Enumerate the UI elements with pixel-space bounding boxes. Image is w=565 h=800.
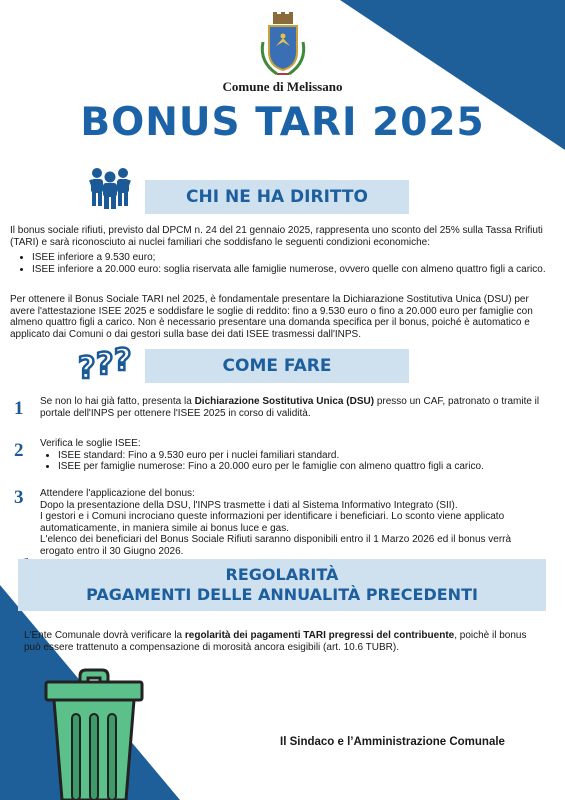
regularity-paragraph bbox=[24, 630, 544, 653]
eligibility-conditions bbox=[12, 252, 562, 275]
trash-bin-icon bbox=[40, 668, 148, 800]
step-1-text-part: presso un CAF, patronato o tramite il portale dell'INPS per ottenere l'ISEE 2025 in corso di validità. bbox=[40, 396, 540, 419]
step-3-line: L'elenco dei beneficiari del Bonus Sociale Rifiuti saranno disponibili entro il 1 Marzo 2026 ed il bonus verrà erogato entro il 30 Giugno 2026. bbox=[40, 534, 512, 557]
svg-text:?: ? bbox=[78, 351, 96, 384]
svg-text:?: ? bbox=[96, 347, 114, 382]
step-3-line: Attendere l'applicazione del bonus: bbox=[40, 488, 195, 499]
svg-text:?: ? bbox=[114, 344, 132, 378]
regularity-text-part: L'Ente Comunale dovrà verificare la bbox=[24, 630, 185, 641]
list-item: • ISEE inferiore a 9.530 euro; bbox=[32, 252, 562, 264]
page-title: BONUS TARI 2025 bbox=[80, 100, 485, 145]
step-2-list bbox=[40, 450, 545, 473]
regularity-text-part: , poichè il bonus può essere trattenuto a compensazione di morosità ancora esigibili (art. 10.6 TUBR). bbox=[24, 630, 527, 653]
signature: Il Sindaco e l’Amministrazione Comunale bbox=[280, 736, 505, 748]
step-number: 1 bbox=[14, 398, 24, 419]
question-marks-icon bbox=[76, 344, 132, 384]
step-3-line: Dopo la presentazione della DSU, l'INPS trasmette i dati al Sistema Informativo Integrato (SII). bbox=[40, 499, 458, 511]
step-3-line: I gestori e i Comuni incrociano queste informazioni per identificare i beneficiari. Lo sconto viene applicato automaticamente, in maniera simile ai bonus luce e gas. bbox=[40, 511, 505, 534]
section-banner-how-to: COME FARE bbox=[145, 349, 409, 383]
coat-of-arms-icon bbox=[255, 12, 311, 80]
step-2-text bbox=[40, 438, 545, 473]
list-item: • ISEE inferiore a 20.000 euro: soglia riservata alle famiglie numerose, ovvero quelle con almeno quattro figli a carico. bbox=[32, 264, 562, 276]
dsu-paragraph: Per ottenere il Bonus Sociale TARI nel 2025, è fondamentale presentare la Dichiarazione Sostitutiva Unica (DSU) per avere l'attestazione ISEE 2025 e soddisfare le soglie di reddito: fino a 9.530 euro o fino a 20.000 euro per famiglie con almeno quattro figli a carico. Non è necessario presentare una domanda specifica per il bonus, poiché è automatico e applicato dai Comuni o dai gestori sulla base dei dati ISEE trasmessi dall'INPS. bbox=[10, 294, 533, 340]
people-group-icon bbox=[88, 164, 132, 210]
regularity-bold: regolarità dei pagamenti TARI pregressi del contribuente bbox=[184, 630, 455, 641]
step-3-text bbox=[40, 488, 545, 557]
step-1-text bbox=[40, 396, 545, 419]
section-banner-regularity bbox=[18, 559, 546, 611]
eligibility-intro: Il bonus sociale rifiuti, previsto dal DPCM n. 24 del 21 gennaio 2025, rappresenta uno sconto del 25% sulla Tassa Rrifiuti (TARI) e sarà riconosciuto ai nuclei familiari che soddisfano le seguenti condizioni economiche: bbox=[10, 225, 543, 248]
banner-line: REGOLARITÀ bbox=[225, 565, 339, 584]
banner-line: PAGAMENTI DELLE ANNUALITÀ PRECEDENTI bbox=[86, 585, 478, 604]
step-1-text-part: Se non lo hai già fatto, presenta la bbox=[40, 396, 195, 407]
step-2-heading: Verifica le soglie ISEE: bbox=[40, 438, 141, 449]
municipality-name: Comune di Melissano bbox=[222, 79, 343, 94]
section-banner-eligibility: CHI NE HA DIRITTO bbox=[145, 180, 409, 214]
list-item: • ISEE per famiglie numerose: Fino a 20.000 euro per le famiglie con almeno quattro figli a carico. bbox=[58, 461, 545, 473]
step-1-bold: Dichiarazione Sostitutiva Unica (DSU) bbox=[194, 396, 375, 407]
step-number: 3 bbox=[14, 487, 24, 508]
step-number: 2 bbox=[14, 440, 24, 461]
list-item: • ISEE standard: Fino a 9.530 euro per i nuclei familiari standard. bbox=[58, 450, 545, 462]
